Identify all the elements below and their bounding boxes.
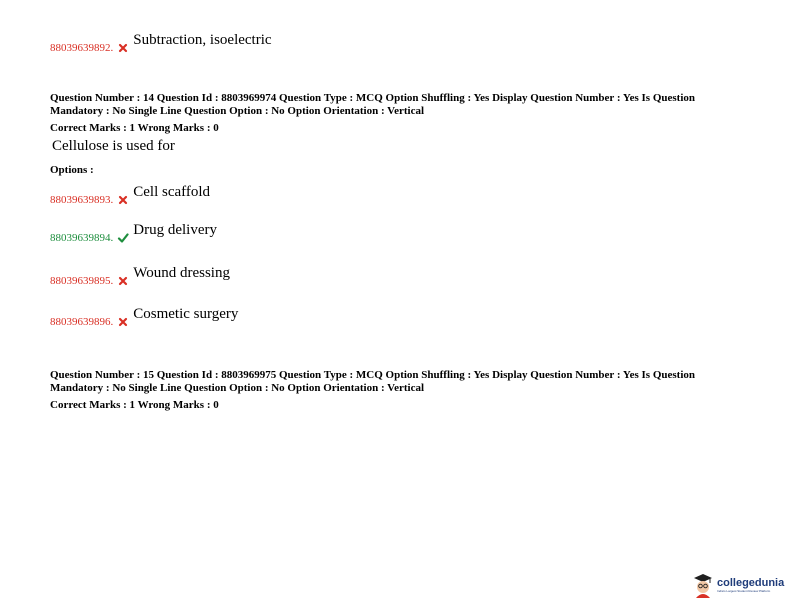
question-14-marks: Correct Marks : 1 Wrong Marks : 0 xyxy=(50,122,219,134)
logo-tagline: India's Largest Student Review Platform xyxy=(717,588,771,593)
cross-icon xyxy=(117,194,129,206)
logo-name: collegedunia xyxy=(717,576,785,589)
option-text: Drug delivery xyxy=(133,222,217,238)
options-label: Options : xyxy=(50,164,94,176)
question-14-text: Cellulose is used for xyxy=(52,138,175,154)
check-icon xyxy=(117,232,129,244)
option-2 xyxy=(50,222,217,244)
option-id: 88039639893. xyxy=(50,194,114,206)
question-15-marks: Correct Marks : 1 Wrong Marks : 0 xyxy=(50,399,219,411)
option-text: Cosmetic surgery xyxy=(133,306,239,322)
option-text: Subtraction, isoelectric xyxy=(133,32,272,48)
option-1 xyxy=(50,184,211,206)
collegedunia-logo xyxy=(692,572,784,598)
question-15-meta: Question Number : 15 Question Id : 8803969975 Question Type : MCQ Option Shuffling : Yes Display Question Number : Yes Is Question Mandatory : No Single Line Question Option : No Option Orientation : Vertical xyxy=(50,369,695,394)
option-prev xyxy=(50,32,272,54)
graduate-mascot-icon xyxy=(692,572,714,598)
option-id: 88039639894. xyxy=(50,232,114,244)
option-4 xyxy=(50,306,239,328)
option-text: Cell scaffold xyxy=(133,184,211,200)
option-id: 88039639892. xyxy=(50,42,114,54)
cross-icon xyxy=(117,42,129,54)
option-3 xyxy=(50,265,230,287)
option-text: Wound dressing xyxy=(133,265,230,281)
cross-icon xyxy=(117,316,129,328)
option-id: 88039639896. xyxy=(50,316,114,328)
cross-icon xyxy=(117,275,129,287)
option-id: 88039639895. xyxy=(50,275,114,287)
question-14-meta: Question Number : 14 Question Id : 8803969974 Question Type : MCQ Option Shuffling : Yes Display Question Number : Yes Is Question Mandatory : No Single Line Question Option : No Option Orientation : Vertical xyxy=(50,92,695,117)
